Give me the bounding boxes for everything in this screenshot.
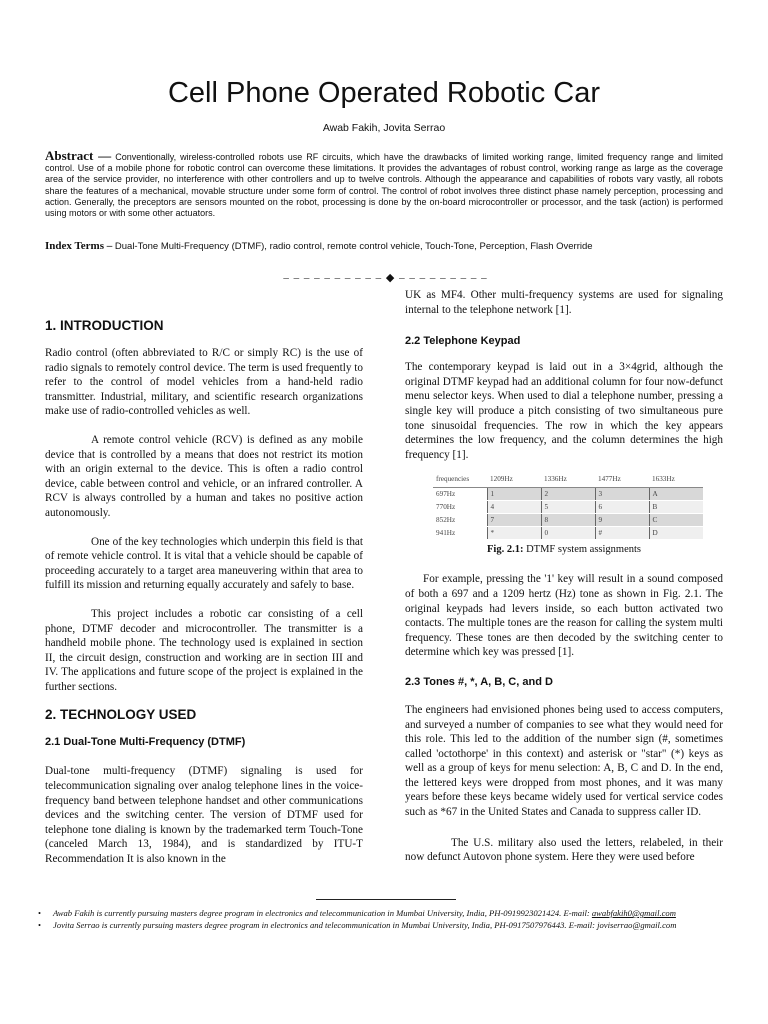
- key-cell: 1: [487, 488, 541, 501]
- section-separator: – – – – – – – – – – ◆ – – – – – – – – –: [283, 272, 488, 284]
- table-row: [433, 501, 703, 514]
- intro-paragraph-4: This project includes a robotic car consisting of a cell phone, DTMF decoder and microcontroller. The transmitter is a handheld mobile phone. The technology used is explained in section II, the circuit design, construction and working are in section III and IV. The applications and future scope of the project is explained in the further sections.: [45, 607, 363, 693]
- table-row: [433, 527, 703, 540]
- key-cell: 9: [595, 514, 649, 527]
- paper-title: Cell Phone Operated Robotic Car: [167, 77, 600, 109]
- footnote-text: Jovita Serrao is currently pursuing masters degree program in electronics and telecommunication in Mumbai University, India, PH-0917507976443. E-mail:: [53, 919, 598, 930]
- row-frequency-cell: 697Hz: [433, 488, 487, 501]
- footnote-item: [38, 920, 738, 931]
- intro-paragraph-2: A remote control vehicle (RCV) is defined as any mobile device that is controlled by a means that does not restrict its motion with an origin external to the device. This is often a radio control device, cable between control and vehicle, or an infrared controller. A RCV is always controlled by a human and takes no positive action autonomously.: [45, 433, 363, 519]
- intro-heading: 1. INTRODUCTION: [45, 318, 164, 333]
- key-cell: 3: [595, 488, 649, 501]
- table-row: [433, 514, 703, 527]
- footnote-text: Awab Fakih is currently pursuing masters degree program in electronics and telecommunication in Mumbai University, India, PH-0919923021424. E-mail:: [53, 908, 592, 918]
- table-header-cell: frequencies: [433, 470, 487, 488]
- keypad-paragraph-1: The contemporary keypad is laid out in a 3×4grid, although the original DTMF keypad had an additional column for four now-defunct menu selector keys. When used to dial a telephone number, pressing a single key will produce a pitch consisting of two simultaneous pure tone sinusoidal frequencies. The row in which the key appears determines the low frequency, and the column determines the high frequency [1].: [405, 361, 723, 461]
- bullet-icon: •: [38, 908, 42, 918]
- footnote-email-link[interactable]: awabfakih0@gmail.com: [591, 908, 676, 918]
- technology-heading: 2. TECHNOLOGY USED: [45, 707, 197, 723]
- table-header-cell: 1633Hz: [649, 470, 703, 488]
- left-column: [45, 284, 363, 867]
- dtmf-heading: 2.1 Dual-Tone Multi-Frequency (DTMF): [45, 736, 246, 749]
- abstract-text: Conventionally, wireless-controlled robots use RF circuits, which have the drawbacks of limited working range, limited frequency range and limited control. Use of a mobile phone for robotic control can overcome these limitations. It provides the advantages of robust control, working range as large as the coverage area of the service provider, no interference with other controllers and up to twelve controls. Although the appearance and capabilities of robots vary vastly, all robots share the features of a mechanical, movable structure under some form of control. The control of robot involves three distinct phase namely perception, processing and action. Generally, the preceptors are sensors mounted on the robot, processing is done by the on-board microcontroller or processor, and the task (action) is performed using motors or with some other actuators.: [45, 152, 723, 219]
- table-row: [433, 488, 703, 501]
- key-cell: *: [487, 527, 541, 540]
- footnote-rule: [316, 899, 456, 900]
- table-header-cell: 1209Hz: [487, 470, 541, 488]
- index-terms: [45, 240, 723, 252]
- bullet-icon: •: [38, 919, 42, 930]
- keypad-heading: 2.2 Telephone Keypad: [405, 335, 521, 348]
- key-cell: A: [649, 488, 703, 501]
- dtmf-paragraph-1: Dual-tone multi-frequency (DTMF) signaling is used for telecommunication signaling over analog telephone lines in the voice-frequency band between telephone handset and other communications devices and the switching center. The version of DTMF used for telephone tone dialing is known by the trademarked term Touch-Tone (canceled March 13, 1984), and is standardized by ITU-T Recommendation It is also known in the: [45, 765, 363, 866]
- row-frequency-cell: 941Hz: [433, 527, 487, 540]
- keypad-paragraph-2: For example, pressing the '1' key will result in a sound composed of both a 697 and a 1209 hertz (Hz) tone as shown in Fig. 2.1. The original keypads had levers inside, so each button activated two contacts. The multiple tones are the reason for calling the system multi frequency. These tones are then decoded by the switching center to determine which key was pressed [1].: [405, 573, 723, 659]
- row-frequency-cell: 770Hz: [433, 501, 487, 514]
- key-cell: 7: [487, 514, 541, 527]
- index-terms-label: Index Terms –: [45, 240, 113, 252]
- key-cell: 6: [595, 501, 649, 514]
- intro-paragraph-1: Radio control (often abbreviated to R/C or simply RC) is the use of radio signals to remotely control device. The term is used frequently to refer to the control of model vehicles from a hand-held radio transmitter. Industrial, military, and scientific research organizations make use of radio-controlled vehicles as well.: [45, 347, 363, 418]
- abstract-label: Abstract —: [45, 148, 112, 163]
- intro-paragraph-3: One of the key technologies which underpin this field is that of remote vehicle control. It is vital that a vehicle should be capable of proceeding accurately to a target area maneuvering within that area to fulfill its mission and returning equally accurately and safely to base.: [45, 535, 363, 592]
- key-cell: 4: [487, 501, 541, 514]
- tones-heading: 2.3 Tones #, *, A, B, C, and D: [405, 675, 553, 688]
- footnote-item: [38, 908, 738, 919]
- tones-paragraph-2: The U.S. military also used the letters, relabeled, in their now defunct Autovon phone system. Here they were used before: [405, 836, 723, 864]
- table-header-cell: 1336Hz: [541, 470, 595, 488]
- table-header-cell: 1477Hz: [595, 470, 649, 488]
- figure-caption: [405, 544, 723, 555]
- key-cell: D: [649, 527, 703, 540]
- tones-paragraph-1: The engineers had envisioned phones being used to access computers, and surveyed a number of companies to see what they would need for this role. This led to the addition of the number sign (#, sometimes called 'octothorpe' in this context) and asterisk or "star" (*) keys as well as a group of keys for menu selection: A, B, C and D. In the end, the lettered keys were dropped from most phones, and it was many years before these keys became widely used for vertical service codes such as *67 in the United States and Canada to suppress caller ID.: [405, 703, 723, 819]
- table-header-row: [433, 470, 703, 488]
- continued-paragraph: UK as MF4. Other multi-frequency systems are used for signaling internal to the telephone network [1].: [405, 289, 723, 316]
- key-cell: 2: [541, 488, 595, 501]
- key-cell: 5: [541, 501, 595, 514]
- author-list: Awab Fakih, Jovita Serrao: [322, 122, 446, 134]
- right-column: [405, 284, 723, 865]
- key-cell: 8: [541, 514, 595, 527]
- key-cell: 0: [541, 527, 595, 540]
- key-cell: #: [595, 527, 649, 540]
- footnotes: [38, 908, 738, 932]
- footnote-email-link[interactable]: joviserrao@gmail.com: [597, 919, 677, 930]
- key-cell: C: [649, 514, 703, 527]
- figure-caption-text: DTMF system assignments: [523, 544, 641, 556]
- key-cell: B: [649, 501, 703, 514]
- figure-label: Fig. 2.1:: [487, 544, 524, 556]
- row-frequency-cell: 852Hz: [433, 514, 487, 527]
- index-terms-text: Dual-Tone Multi-Frequency (DTMF), radio control, remote control vehicle, Touch-Tone, Perception, Flash Override: [114, 241, 593, 252]
- dtmf-frequency-table: [433, 470, 703, 540]
- abstract: [45, 150, 723, 219]
